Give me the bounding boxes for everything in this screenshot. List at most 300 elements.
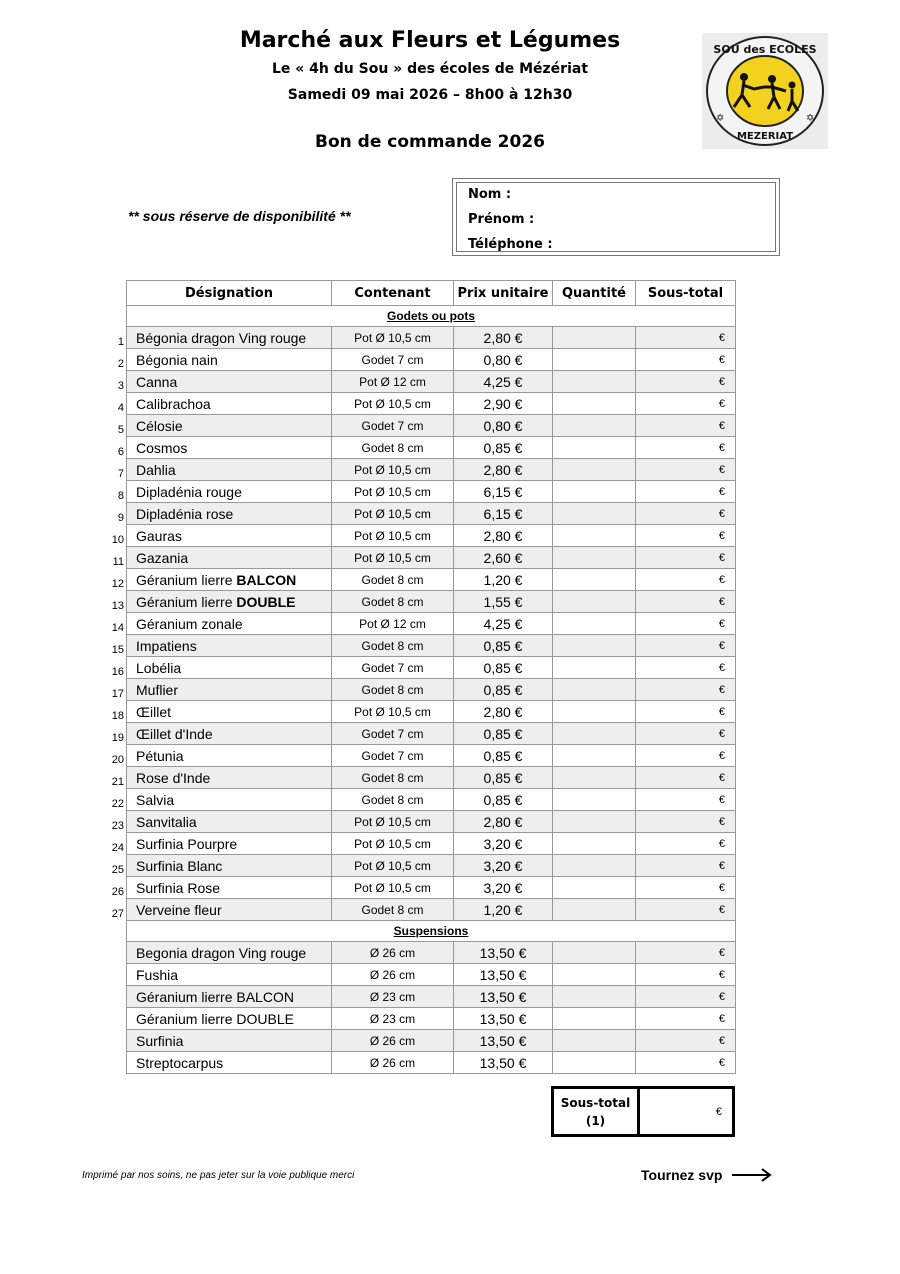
quantity-cell [553,459,636,481]
subtotal-box [551,1086,735,1137]
product-name: Impatiens [136,637,197,654]
container-cell: Pot Ø 10,5 cm [332,811,454,833]
unit-price-cell: 13,50 € [454,1008,553,1030]
row-subtotal-cell: € [636,701,736,723]
row-number: 11 [112,556,124,568]
product-name: Géranium lierre BALCON [136,988,294,1005]
quantity-cell [553,811,636,833]
row-subtotal-cell: € [636,481,736,503]
footer-note: Imprimé par nos soins, ne pas jeter sur la voie publique merci [82,1170,355,1181]
container-cell: Godet 7 cm [332,723,454,745]
table-row [127,701,736,723]
product-name: Géranium zonale [136,615,243,632]
table-row [127,569,736,591]
row-number: 27 [111,908,124,920]
product-name: Rose d'Inde [136,769,211,786]
row-subtotal-cell: € [636,613,736,635]
section-title: Suspensions [127,921,736,942]
quantity-cell [553,437,636,459]
unit-price-cell: 2,80 € [454,525,553,547]
turn-label: Tournez svp [641,1167,723,1183]
svg-text:✡: ✡ [806,113,815,124]
designation-cell [117,371,332,393]
container-cell: Pot Ø 10,5 cm [332,481,454,503]
row-subtotal-cell: € [636,899,736,921]
table-row [127,393,736,415]
quantity-cell [553,547,636,569]
product-name: Œillet d'Inde [136,725,213,742]
quantity-input[interactable] [553,855,639,876]
row-number: 6 [117,446,124,458]
designation-cell [117,481,332,503]
designation-cell [111,789,332,811]
table-row [127,415,736,437]
table-row [127,964,736,986]
quantity-input[interactable] [553,635,639,656]
quantity-input[interactable] [553,569,639,590]
quantity-cell [553,942,636,964]
designation-cell [127,986,332,1008]
table-row [127,723,736,745]
unit-price-cell: 2,80 € [454,701,553,723]
container-cell: Pot Ø 10,5 cm [332,701,454,723]
row-number: 4 [117,402,124,414]
table-row [127,1052,736,1074]
container-cell: Pot Ø 10,5 cm [332,327,454,349]
unit-price-cell: 2,80 € [454,811,553,833]
quantity-cell [553,679,636,701]
quantity-cell [553,613,636,635]
svg-text:MEZERIAT: MEZERIAT [736,131,794,142]
unit-price-cell: 6,15 € [454,481,553,503]
quantity-cell [553,855,636,877]
prenom-label: Prénom : [468,212,535,227]
designation-cell [117,349,332,371]
unit-price-cell: 3,20 € [454,855,553,877]
header-quantite: Quantité [553,281,636,306]
designation-cell [127,964,332,986]
product-name: Canna [136,373,178,390]
container-cell: Godet 8 cm [332,899,454,921]
prenom-field[interactable] [539,211,773,233]
quantity-cell [553,393,636,415]
row-subtotal-cell: € [636,657,736,679]
product-name: Fushia [136,966,179,983]
row-subtotal-cell: € [636,327,736,349]
unit-price-cell: 0,85 € [454,723,553,745]
quantity-input[interactable] [553,701,639,722]
quantity-input[interactable] [553,525,639,546]
table-row [127,349,736,371]
product-variant: DOUBLE [236,593,296,610]
unit-price-cell: 3,20 € [454,833,553,855]
order-table [111,280,736,1074]
row-subtotal-cell: € [636,877,736,899]
row-number: 1 [117,336,124,348]
unit-price-cell: 2,80 € [454,327,553,349]
unit-price-cell: 0,85 € [454,767,553,789]
designation-cell [111,767,332,789]
quantity-input[interactable] [553,415,639,436]
row-number: 18 [111,710,124,722]
row-number: 12 [111,578,124,590]
row-subtotal-cell: € [636,1008,736,1030]
nom-label: Nom : [468,187,512,202]
unit-price-cell: 13,50 € [454,942,553,964]
designation-cell [111,679,332,701]
unit-price-cell: 1,55 € [454,591,553,613]
container-cell: Ø 26 cm [332,964,454,986]
quantity-cell [553,723,636,745]
quantity-input[interactable] [553,964,639,985]
row-subtotal-cell: € [636,503,736,525]
quantity-input[interactable] [553,327,639,348]
product-name: Gazania [136,549,189,566]
designation-cell [111,525,332,547]
row-subtotal-cell: € [636,855,736,877]
row-subtotal-cell: € [636,679,736,701]
row-number: 23 [111,820,124,832]
container-cell: Ø 26 cm [332,1052,454,1074]
row-subtotal-cell: € [636,437,736,459]
container-cell: Godet 8 cm [332,635,454,657]
quantity-cell [553,327,636,349]
table-row [127,679,736,701]
table-row [127,855,736,877]
container-cell: Ø 23 cm [332,1008,454,1030]
quantity-cell [553,371,636,393]
quantity-cell [553,481,636,503]
section-row [127,306,736,327]
product-name: Surfinia Pourpre [136,835,238,852]
product-name: Pétunia [136,747,184,764]
unit-price-cell: 6,15 € [454,503,553,525]
product-name: Géranium lierre [136,571,237,588]
quantity-input[interactable] [553,437,639,458]
product-name: Salvia [136,791,175,808]
quantity-cell [553,349,636,371]
quantity-cell [553,964,636,986]
svg-text:SOU des ECOLES: SOU des ECOLES [713,43,817,56]
row-number: 13 [111,600,124,612]
telephone-field[interactable] [561,234,775,256]
quantity-input[interactable] [553,613,639,634]
unit-price-cell: 2,90 € [454,393,553,415]
designation-cell [111,591,332,613]
subtotal-label-line2: (1) [585,1113,606,1128]
designation-cell [111,701,332,723]
product-name: Dahlia [136,461,176,478]
header-contenant: Contenant [332,281,454,306]
row-number: 5 [117,424,124,436]
product-name: Cosmos [136,439,188,456]
turn-page-hint [641,1167,772,1183]
row-subtotal-cell: € [636,986,736,1008]
container-cell: Godet 8 cm [332,437,454,459]
unit-price-cell: 2,60 € [454,547,553,569]
container-cell: Godet 7 cm [332,745,454,767]
unit-price-cell: 1,20 € [454,899,553,921]
product-name: Surfinia [136,1032,184,1049]
quantity-input[interactable] [553,349,639,370]
row-number: 14 [111,622,124,634]
row-number: 19 [111,732,124,744]
quantity-input[interactable] [553,811,639,832]
quantity-cell [553,1008,636,1030]
availability-note: ** sous réserve de disponibilité ** [128,208,351,224]
container-cell: Pot Ø 12 cm [332,613,454,635]
designation-cell [111,855,332,877]
order-form-title: Bon de commande 2026 [315,132,545,152]
quantity-cell [553,503,636,525]
row-subtotal-cell: € [636,789,736,811]
subtitle: Le « 4h du Sou » des écoles de Mézériat [271,61,589,77]
table-row [127,525,736,547]
row-subtotal-cell: € [636,767,736,789]
unit-price-cell: 13,50 € [454,1052,553,1074]
container-cell: Godet 8 cm [332,591,454,613]
product-name: Géranium lierre DOUBLE [136,1010,294,1027]
table-row [127,986,736,1008]
unit-price-cell: 4,25 € [454,371,553,393]
container-cell: Godet 8 cm [332,789,454,811]
product-name: Begonia dragon Ving rouge [136,944,307,961]
container-cell: Pot Ø 10,5 cm [332,503,454,525]
designation-cell [111,569,332,591]
unit-price-cell: 2,80 € [454,459,553,481]
unit-price-cell: 13,50 € [454,1030,553,1052]
unit-price-cell: 13,50 € [454,964,553,986]
designation-cell [111,613,332,635]
container-cell: Godet 7 cm [332,349,454,371]
page-title: Marché aux Fleurs et Légumes [239,28,621,53]
quantity-input[interactable] [553,371,639,392]
container-cell: Godet 8 cm [332,569,454,591]
row-number: 9 [117,512,124,524]
unit-price-cell: 13,50 € [454,986,553,1008]
row-number: 20 [111,754,124,766]
table-row [127,1008,736,1030]
row-subtotal-cell: € [636,723,736,745]
unit-price-cell: 0,85 € [454,437,553,459]
quantity-cell [553,525,636,547]
quantity-input[interactable] [553,767,639,788]
quantity-cell [553,745,636,767]
table-row [127,767,736,789]
designation-cell [111,635,332,657]
table-row [127,745,736,767]
header [230,26,630,108]
school-logo [702,33,828,149]
designation-cell [127,1052,332,1074]
container-cell: Pot Ø 10,5 cm [332,393,454,415]
designation-cell [111,657,332,679]
designation-cell [127,942,332,964]
quantity-input[interactable] [553,877,639,898]
table-row [127,877,736,899]
quantity-cell [553,833,636,855]
quantity-input[interactable] [553,591,639,612]
quantity-cell [553,657,636,679]
row-subtotal-cell: € [636,459,736,481]
unit-price-cell: 4,25 € [454,613,553,635]
table-row [127,942,736,964]
unit-price-cell: 0,85 € [454,635,553,657]
unit-price-cell: 0,85 € [454,657,553,679]
table-row [127,1030,736,1052]
product-name: Gauras [136,527,182,544]
quantity-input[interactable] [553,789,639,810]
quantity-input[interactable] [553,745,639,766]
container-cell: Ø 26 cm [332,1030,454,1052]
header-designation: Désignation [127,281,332,306]
designation-cell [111,899,332,921]
logo-emblem-icon [702,33,828,149]
table-row [127,613,736,635]
product-name: Verveine fleur [136,901,222,918]
event-date: Samedi 09 mai 2026 – 8h00 à 12h30 [287,87,573,103]
quantity-input[interactable] [553,1052,639,1073]
row-subtotal-cell: € [636,525,736,547]
row-subtotal-cell: € [636,635,736,657]
header-sous-total: Sous-total [636,281,736,306]
section-row [127,921,736,942]
row-subtotal-cell: € [636,547,736,569]
row-number: 26 [111,886,124,898]
quantity-cell [553,789,636,811]
quantity-input[interactable] [553,679,639,700]
unit-price-cell: 0,80 € [454,349,553,371]
table-row [127,833,736,855]
designation-cell [117,327,332,349]
quantity-cell [553,415,636,437]
product-name: Lobélia [136,659,182,676]
quantity-input[interactable] [553,547,639,568]
designation-cell [127,1030,332,1052]
nom-field[interactable] [517,186,771,208]
table-row [127,327,736,349]
product-name: Dipladénia rose [136,505,234,522]
subtotal-label [554,1089,640,1134]
product-name: Œillet [136,703,172,720]
row-subtotal-cell: € [636,569,736,591]
row-subtotal-cell: € [636,942,736,964]
row-number: 21 [111,776,124,788]
designation-cell [111,811,332,833]
contact-box [452,178,780,256]
section-title: Godets ou pots [127,306,736,327]
quantity-cell [553,591,636,613]
container-cell: Pot Ø 10,5 cm [332,833,454,855]
row-subtotal-cell: € [636,371,736,393]
table-row [127,899,736,921]
table-header-row [127,281,736,306]
row-subtotal-cell: € [636,415,736,437]
designation-cell [111,745,332,767]
row-number: 17 [111,688,124,700]
unit-price-cell: 0,85 € [454,679,553,701]
container-cell: Godet 7 cm [332,415,454,437]
designation-cell [127,1008,332,1030]
row-subtotal-cell: € [636,811,736,833]
container-cell: Pot Ø 12 cm [332,371,454,393]
long-right-arrow-icon [732,1168,772,1182]
row-subtotal-cell: € [636,1030,736,1052]
header-prix-unitaire: Prix unitaire [454,281,553,306]
product-variant: BALCON [236,571,297,588]
product-name: Sanvitalia [136,813,197,830]
subtotal-label-line1: Sous-total [560,1095,631,1110]
quantity-input[interactable] [553,899,639,920]
container-cell: Ø 23 cm [332,986,454,1008]
quantity-input[interactable] [553,503,639,524]
row-number: 24 [111,842,124,854]
quantity-input[interactable] [553,393,639,414]
product-name: Bégonia dragon Ving rouge [136,329,307,346]
table-row [127,591,736,613]
telephone-label: Téléphone : [468,237,553,252]
quantity-input[interactable] [553,833,639,854]
unit-price-cell: 0,85 € [454,789,553,811]
designation-cell [111,877,332,899]
row-subtotal-cell: € [636,833,736,855]
quantity-input[interactable] [553,1030,639,1051]
product-name: Célosie [136,417,183,434]
row-number: 3 [117,380,124,392]
quantity-input[interactable] [553,657,639,678]
quantity-input[interactable] [553,723,639,744]
product-name: Bégonia nain [136,351,218,368]
designation-cell [117,393,332,415]
container-cell: Pot Ø 10,5 cm [332,855,454,877]
quantity-cell [553,569,636,591]
table-row [127,503,736,525]
container-cell: Godet 7 cm [332,657,454,679]
designation-cell [117,437,332,459]
quantity-cell [553,1030,636,1052]
designation-cell [117,459,332,481]
designation-cell [117,503,332,525]
designation-cell [112,547,332,569]
quantity-cell [553,701,636,723]
quantity-cell [553,986,636,1008]
quantity-input[interactable] [553,986,639,1007]
product-name: Surfinia Rose [136,879,221,896]
row-number: 10 [111,534,124,546]
container-cell: Godet 8 cm [332,679,454,701]
container-cell: Pot Ø 10,5 cm [332,525,454,547]
container-cell: Pot Ø 10,5 cm [332,547,454,569]
quantity-input[interactable] [553,942,639,963]
quantity-cell [553,1052,636,1074]
table-row [127,459,736,481]
quantity-input[interactable] [553,1008,639,1029]
product-name: Streptocarpus [136,1054,224,1071]
unit-price-cell: 3,20 € [454,877,553,899]
table-row [127,547,736,569]
table-row [127,481,736,503]
quantity-input[interactable] [553,459,639,480]
subtotal-value: € [715,1105,722,1118]
quantity-cell [553,635,636,657]
row-subtotal-cell: € [636,745,736,767]
row-number: 22 [111,798,124,810]
designation-cell [117,415,332,437]
quantity-input[interactable] [553,481,639,502]
row-number: 2 [117,358,124,370]
row-subtotal-cell: € [636,349,736,371]
row-number: 15 [111,644,124,656]
